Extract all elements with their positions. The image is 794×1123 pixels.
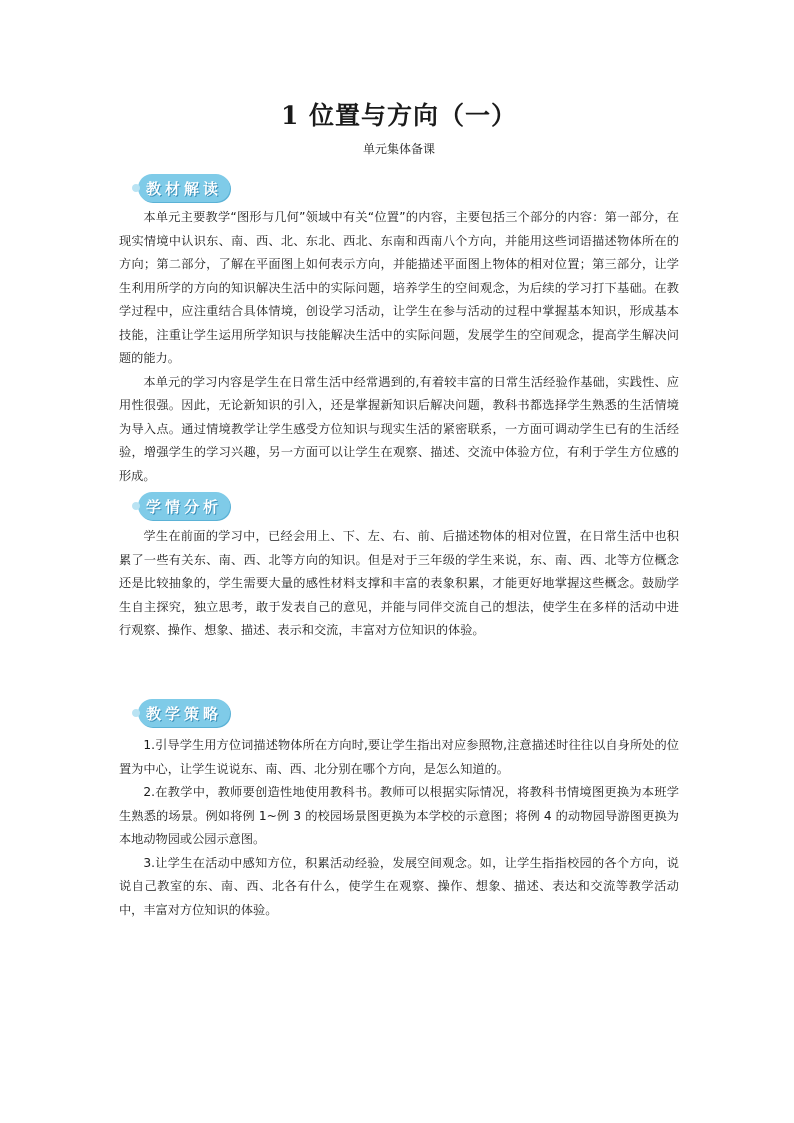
- section-heading-text: 教材解读: [146, 179, 223, 198]
- document-title: 1 位置与方向（一）: [280, 101, 518, 130]
- paragraph: 本单元的学习内容是学生在日常生活中经常遇到的,有着较丰富的日常生活经验作基础，实践性、应用性很强。因此，无论新知识的引入，还是掌握新知识后解决问题，教科书都选择学生熟悉的生活情境为导入点。通过情境教学让学生感受方位知识与现实生活的紧密联系，一方面可调动学生已有的生活经验，增强学生的学习兴趣，另一方面可以让学生在观察、描述、交流中体验方位，有利于学生方位感的形成。: [119, 374, 679, 483]
- bubble-decoration-icon: [132, 709, 140, 717]
- list-item: 1.引导学生用方位词描述物体所在方向时,要让学生指出对应参照物,注意描述时往往以自身所处的位置为中心，让学生说说东、南、西、北分别在哪个方向，是怎么知道的。: [119, 738, 679, 776]
- document-subtitle: 单元集体备课: [362, 142, 435, 156]
- section-heading-badge: [138, 492, 230, 520]
- paragraph: 本单元主要教学“图形与几何”领域中有关“位置”的内容，主要包括三个部分的内容：第一部分，在现实情境中认识东、南、西、北、东北、西北、东南和西南八个方向，并能用这些词语描述物体所在的方向；第二部分，了解在平面图上如何表示方向，并能描述平面图上物体的相对位置；第三部分，让学生利用所学的方向的知识解决生活中的实际问题，培养学生的空间观念，为后续的学习打下基础。在教学过程中，应注重结合具体情境，创设学习活动，让学生在参与活动的过程中掌握基本知识，形成基本技能，注重让学生运用所学知识与技能解决生活中的实际问题，发展学生的空间观念，提高学生解决问题的能力。: [119, 210, 679, 365]
- section-teaching-strategy: [119, 734, 679, 922]
- section-learner-analysis: [119, 525, 679, 643]
- list-item: 2.在教学中，教师要创造性地使用教科书。教师可以根据实际情况，将教科书情境图更换为本班学生熟悉的场景。例如将例 1~例 3 的校园场景图更换为本学校的示意图；将例 4 的动物园导游图更换为本地动物园或公园示意图。: [119, 785, 679, 846]
- section-textbook-interpretation: [119, 206, 679, 488]
- bubble-decoration-icon: [132, 502, 140, 510]
- paragraph: 学生在前面的学习中，已经会用上、下、左、右、前、后描述物体的相对位置，在日常生活中也积累了一些有关东、南、西、北等方向的知识。但是对于三年级的学生来说，东、南、西、北等方位概念还是比较抽象的，学生需要大量的感性材料支撑和丰富的表象积累，才能更好地掌握这些概念。鼓励学生自主探究，独立思考，敢于发表自己的意见，并能与同伴交流自己的想法，使学生在多样的活动中进行观察、操作、想象、描述、表示和交流，丰富对方位知识的体验。: [119, 529, 679, 637]
- section-heading-text: 教学策略: [146, 704, 223, 723]
- bubble-decoration-icon: [132, 184, 140, 192]
- section-heading-badge: [138, 699, 230, 727]
- list-item: 3.让学生在活动中感知方位，积累活动经验，发展空间观念。如，让学生指指校园的各个方向，说说自己教室的东、南、西、北各有什么，使学生在观察、操作、想象、描述、表达和交流等教学活动中，丰富对方位知识的体验。: [119, 855, 679, 917]
- section-heading-badge: [138, 174, 230, 202]
- section-heading-text: 学情分析: [146, 497, 223, 516]
